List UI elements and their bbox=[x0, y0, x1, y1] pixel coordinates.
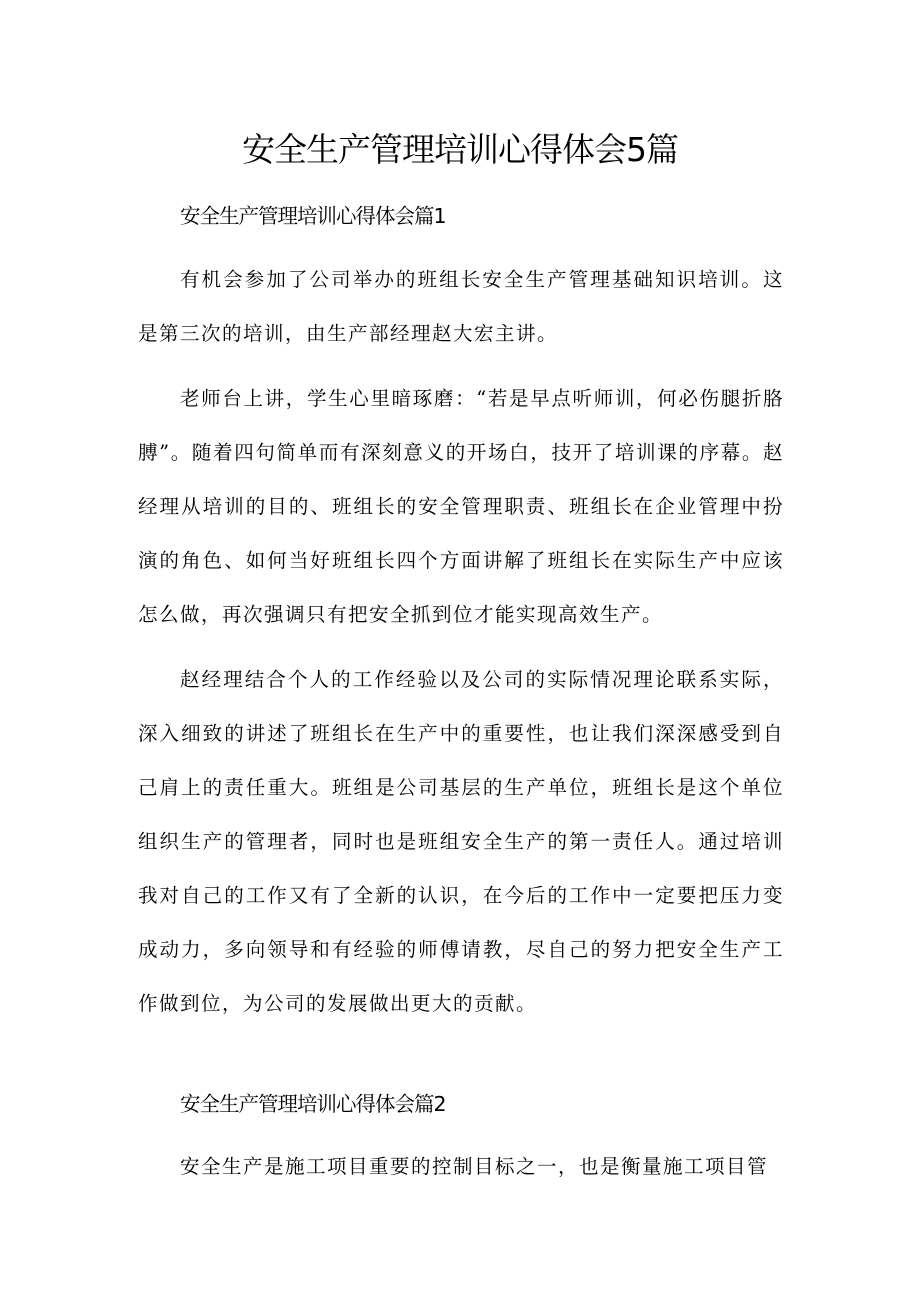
paragraph-1-1: 有机会参加了公司举办的班组长安全生产管理基础知识培训。这是第三次的培训，由生产部经理赵大宏主讲。 bbox=[138, 268, 784, 345]
document-title: 安全生产管理培训心得体会5篇 bbox=[242, 130, 678, 169]
paragraph-2-1: 安全生产是施工项目重要的控制目标之一，也是衡量施工项目管 bbox=[180, 1155, 769, 1178]
paragraph-1-3: 赵经理结合个人的工作经验以及公司的实际情况理论联系实际，深入细致的讲述了班组长在生产中的重要性，也让我们深深感受到自己肩上的责任重大。班组是公司基层的生产单位，班组长是这个单位组织生产的管理者，同时也是班组安全生产的第一责任人。通过培训我对自己的工作又有了全新的认识，在今后的工作中一定要把压力变成动力，多向领导和有经验的师傅请教，尽自己的努力把安全生产工作做到位，为公司的发展做出更大的贡献。 bbox=[138, 668, 784, 1015]
section-heading-2: 安全生产管理培训心得体会篇2 bbox=[180, 1092, 446, 1116]
section-heading-1: 安全生产管理培训心得体会篇1 bbox=[180, 204, 446, 228]
paragraph-1-2: 老师台上讲，学生心里暗琢磨：“若是早点听师训，何必伤腿折胳膊”。随着四句简单而有深刻意义的开场白，技开了培训课的序幕。赵经理从培训的目的、班组长的安全管理职责、班组长在企业管理中扮演的角色、如何当好班组长四个方面讲解了班组长在实际生产中应该怎么做，再次强调只有把安全抓到位才能实现高效生产。 bbox=[138, 387, 784, 626]
